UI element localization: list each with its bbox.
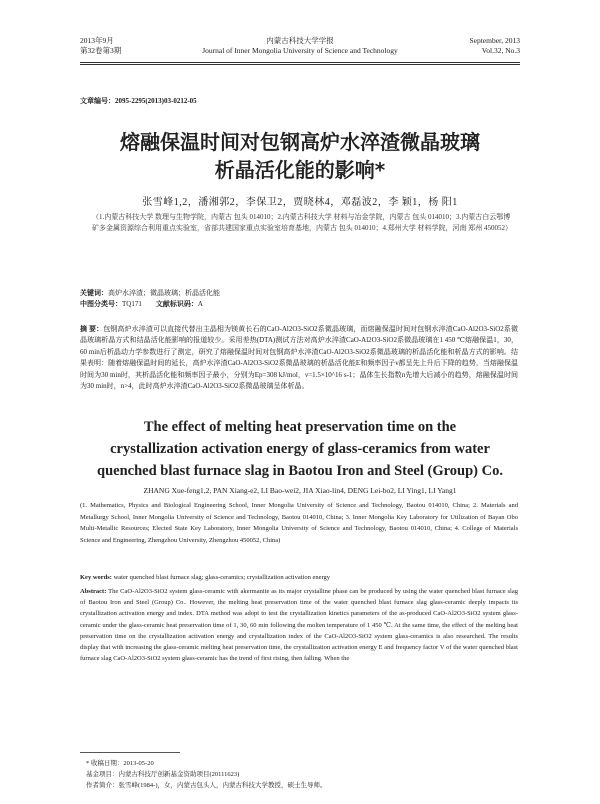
cn-keywords: 关键词：高炉水淬渣；微晶玻璃；析晶活化能 [80,289,220,297]
cn-abstract: 摘 要：包钢高炉水淬渣可以直接代替出主晶相为镁黄长石的CaO-Al2O3-SiO2系微晶玻璃，而熔融保温时间对包钢水淬渣CaO-Al2O3-SiO2系微晶玻璃析晶方式和结晶活化能影响的报道较少。采用差热(DTA)测试方法对高炉水淬渣CaO-Al2O3-SiO2系微晶玻璃在1 450 ℃熔融保温1，30，60 min后析晶动力学参数进行了测定，研究了熔融保温时间对包钢高炉水淬渣CaO-Al2O3-SiO2系微晶玻璃的析晶活化能和析晶方式的影响。结果表明：随着熔融保温时间的延长，高炉水淬渣CaO-Al2O3-SiO2系微晶玻璃的析晶活化能E和频率因子ν都呈先上升后下降的趋势，当熔融保温时间为30 min时，其析晶活化能和频率因子最小，分别为Ep=308 kJ/mol，ν=1.5×10^16 s-1；晶体生长指数n先增大后减小的趋势，熔融保温时间为30 min时，n>4，此时高炉水淬渣CaO-Al2O3-SiO2系微晶玻璃呈体析晶。 [80,325,518,391]
journal-name: 内蒙古科技大学学报 Journal of Inner Mongolia University of Science and Technology [202,36,398,55]
header-rule [80,62,520,63]
en-abstract: Abstract: The CaO-Al2O3-SiO2 system glass-ceramic with akermanite as its major crystalline phase can be produced by using the water quenched blast furnace slag of Baotou Iron and Steel (Group) Co.. However, the melting heat preservation time of the water quenched blast furnace slag glass-ceramic deeply impacts its crystallization activation energy and index. DTA method was adopt to test the crystallization kinetics parameters of the as-produced CaO-Al2O3-SiO2 system glass-ceramic under the glass-ceramic heat preservation time of 1, 30, 60 min following the molten temperature of 1 450 ℃. At the same time, the effect of the melting heat preservation time on the crystallization activation energy and crystallization index of the CaO-Al2O3-SiO2 system glass-ceramics is also researched. The results display that with increasing the glass-ceramic melting heat preservation time, the crystallization activation energy E and frequency factor V of the water quenched blast furnace slag CaO-Al2O3-SiO2 system glass-ceramic has the trend of first rising, then falling. When the [80,588,518,663]
en-affiliation: (1. Mathematics, Physics and Biological Engineering School, Inner Mongolia University of Science and Technology, Baotou 014010, China; 2. Materials and Metallurgy School, Inner Mongolia University of Science and Technology, Baotou 014010, China; 3. Inner Mongolia Key Laboratory for Utilization of Bayan Obo Multi-Metallic Resources; Elected State Key Laboratory, Inner Mongolia University of Science and Technology, Baotou 014010, China; 4. College of Materials Science and Engineering, Zhengzhou University, Zhengzhou 450052, China) [80,502,518,544]
cn-title: 熔融保温时间对包钢高炉水淬渣微晶玻璃 析晶活化能的影响* [120,130,480,182]
en-authors: ZHANG Xue-feng1,2, PAN Xiang-e2, LI Bao-wei2, JIA Xiao-lin4, DENG Lei-bo2, LI Ying1, LI Yang1 [143,486,457,495]
footnote-rule [80,752,180,753]
footnote: * 收稿日期：2013-05-20 基金项目：内蒙古科技厅创新基金资助项目(20111623) 作者简介：张雪峰(1984-)，女，内蒙古包头人，内蒙古科技大学教授，硕士生导师。 [86,760,327,789]
cn-authors: 张雪峰1,2，潘湘郭2，李保卫2，贾晓林4，邓磊波2，李 颖1，杨 阳1 [142,197,458,208]
article-number: 文章编号：2095-2295(2013)03-0212-05 [80,97,197,105]
issue-date: 2013年9月 第32卷第3期 [80,36,122,55]
en-keywords: Key words: water quenched blast furnace slag; glass-ceramics; crystallization activation energy [80,574,331,581]
header-rule-thin [80,64,520,65]
cn-classification: 中图分类号：TQ171 文献标识码：A [80,300,203,308]
cn-affiliation: （1.内蒙古科技大学 数理与生物学院，内蒙古 包头 014010；2.内蒙古科技大学 材料与冶金学院，内蒙古 包头 014010；3.内蒙古白云鄂博矿多金属资源综合利用重点实验室，省部共建国家重点实验室培育基地，内蒙古 包头 014010；4.郑州大学 材料学院，河南 郑州 450052） [92,213,512,233]
volume-info: September, 2013 Vol.32, No.3 [469,36,520,55]
en-title: The effect of melting heat preservation time on the crystallization activation energy of glass-ceramics from water quenched blast furnace slag in Baotou Iron and Steel (Group) Co. [97,419,503,479]
